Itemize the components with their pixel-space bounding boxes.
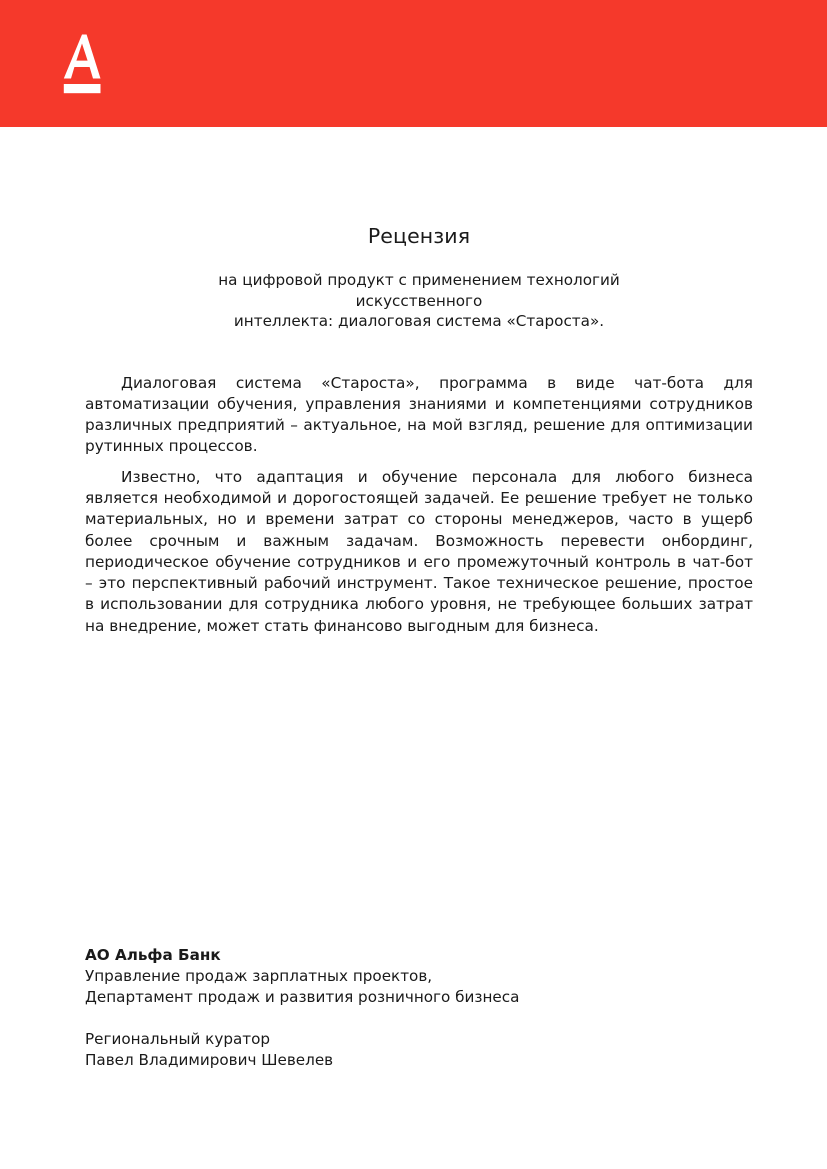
- signature-role: Региональный куратор: [85, 1030, 271, 1048]
- signature-spacer: [85, 1008, 685, 1029]
- signature-name: Павел Владимирович Шевелев: [85, 1051, 334, 1069]
- document-body: [85, 332, 753, 638]
- page-title: Рецензия: [367, 224, 471, 248]
- subtitle-line: на цифровой продукт с применением технологий искусственного: [218, 271, 620, 310]
- signature-organization: АО Альфа Банк: [85, 946, 221, 964]
- body-paragraph-1: Диалоговая система «Староста», программа в виде чат-бота для автоматизации обучения, управления знаниями и компетенциями сотрудников различных предприятий – актуальное, на мой взгляд, решение для оптимизации рутинных процессов.: [85, 373, 753, 456]
- header-band: [0, 0, 827, 127]
- document-subtitle: [85, 249, 753, 332]
- signature-department-line: Управление продаж зарплатных проектов,: [85, 967, 433, 985]
- body-paragraph-2: Известно, что адаптация и обучение персонала для любого бизнеса является необходимой и дорогостоящей задачей. Ее решение требует не только материальных, но и времени затрат со стороны менеджеров, часто в ущерб более срочным и важным задачам. Возможность перевести онбординг, периодическое обучение сотрудников и его промежуточный контроль в чат-бот – это перспективный рабочий инструмент. Такое техническое решение, простое в использовании для сотрудника любого уровня, не требующее больших затрат на внедрение, может стать финансово выгодным для бизнеса.: [85, 467, 753, 635]
- document-page: [85, 127, 753, 1169]
- signature-department-line: Департамент продаж и развития розничного бизнеса: [85, 988, 520, 1006]
- signature-block: [85, 945, 685, 1071]
- alfa-bank-a-logo-icon: [63, 34, 101, 94]
- subtitle-line: интеллекта: диалоговая система «Староста».: [233, 312, 605, 330]
